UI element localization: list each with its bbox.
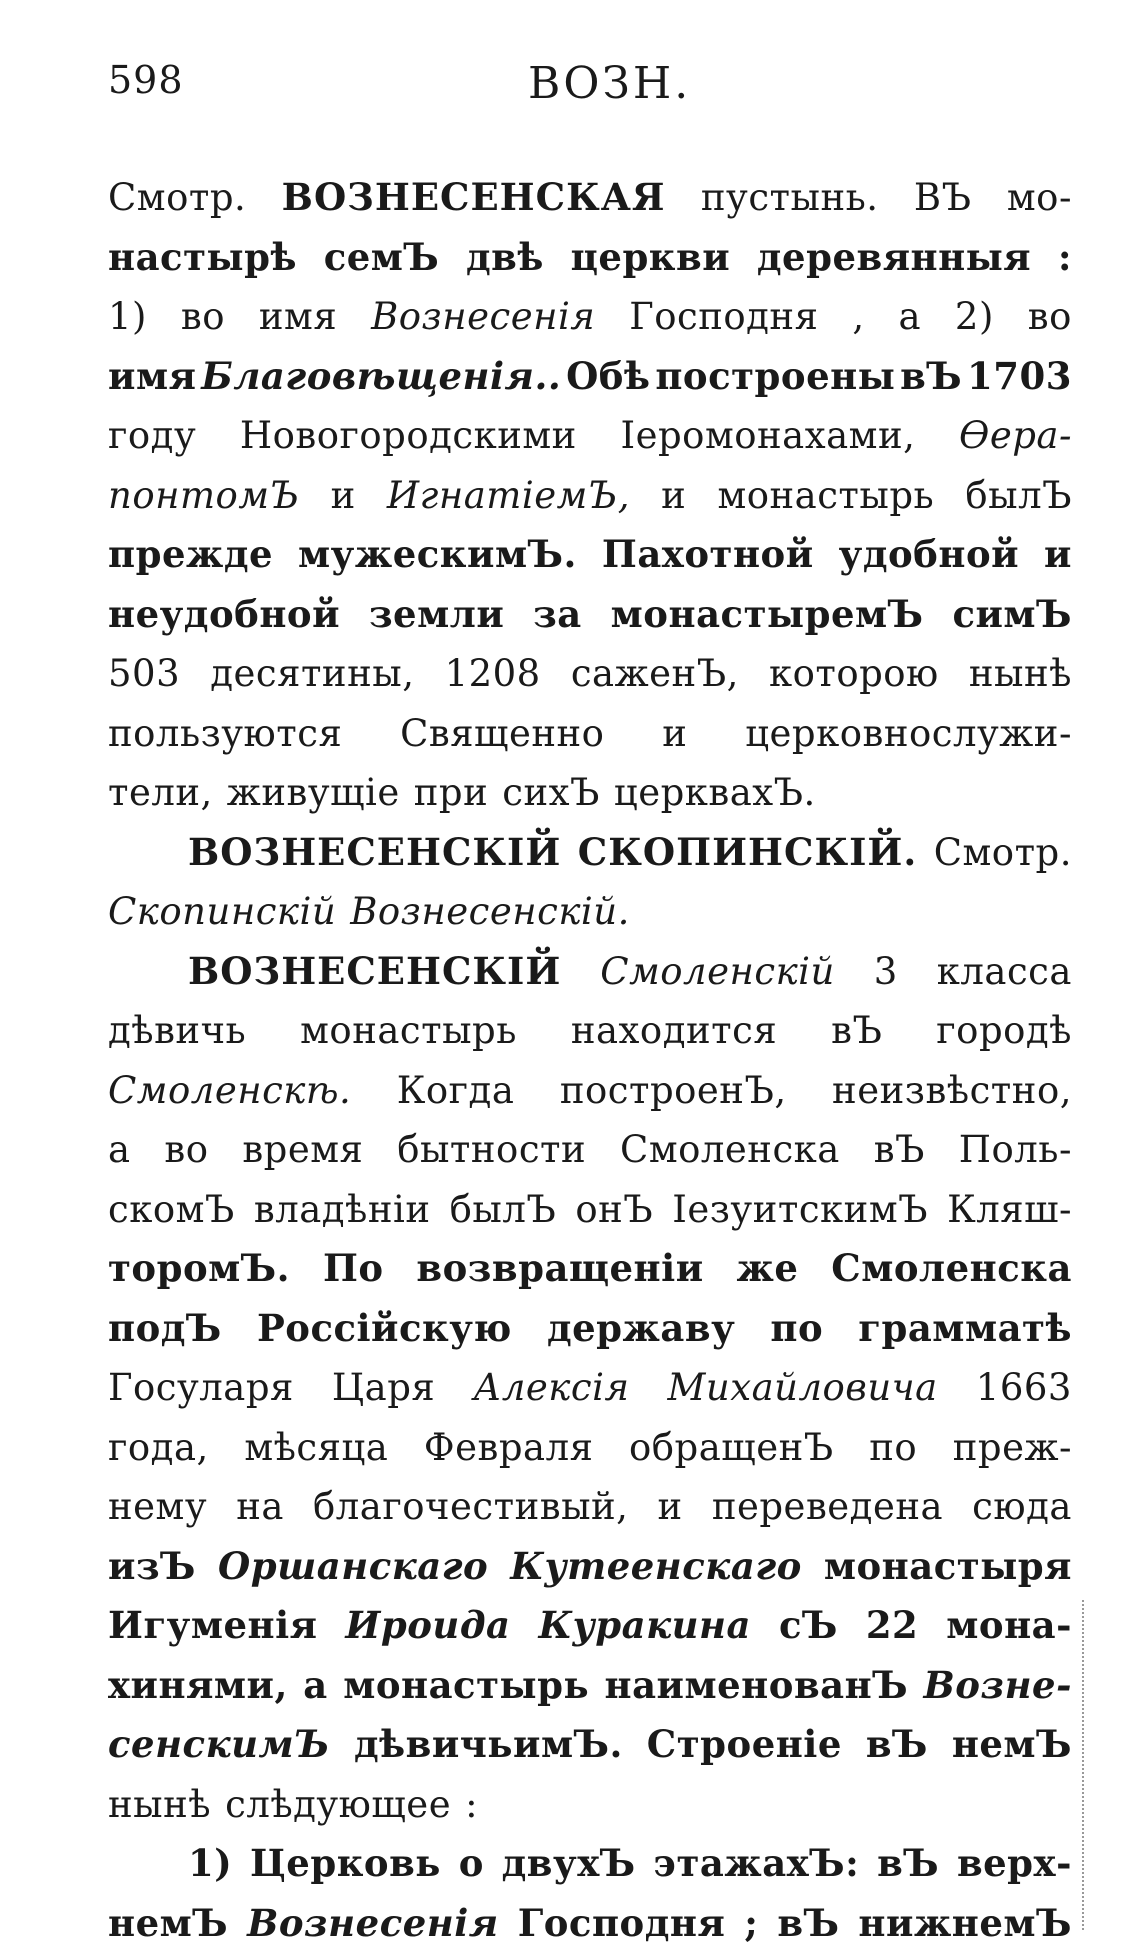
word: Россійскую bbox=[257, 1299, 512, 1359]
word: и bbox=[662, 704, 687, 764]
word: сихЪ bbox=[502, 763, 600, 823]
word: , bbox=[852, 287, 864, 347]
word: Вознесенія bbox=[247, 1894, 499, 1953]
text-line bbox=[108, 1894, 1072, 1953]
word: : bbox=[465, 1775, 478, 1835]
word: 3 bbox=[874, 942, 898, 1002]
word: мѣсяца bbox=[244, 1418, 388, 1478]
text-line bbox=[108, 1299, 1072, 1359]
word: вЪ bbox=[874, 1120, 925, 1180]
word: Кляш- bbox=[947, 1180, 1072, 1240]
word: Новогородскими bbox=[240, 406, 577, 466]
word: владѣніи bbox=[254, 1180, 431, 1240]
word: за bbox=[533, 585, 582, 645]
word: Возне- bbox=[924, 1656, 1072, 1716]
text-line bbox=[108, 1715, 1072, 1775]
word: прежде bbox=[108, 525, 273, 585]
text-line bbox=[108, 1001, 1072, 1061]
word: десятины, bbox=[210, 644, 414, 704]
text-line bbox=[108, 1596, 1072, 1656]
word: этажахЪ: bbox=[653, 1834, 859, 1894]
word: бытности bbox=[397, 1120, 586, 1180]
word: сенскимЪ bbox=[108, 1715, 330, 1775]
word: вЪ bbox=[777, 1894, 839, 1953]
text-line bbox=[108, 525, 1072, 585]
text-line bbox=[108, 228, 1072, 288]
word: Игуменія bbox=[108, 1596, 317, 1656]
word: живущіе bbox=[227, 763, 400, 823]
text-line bbox=[108, 1358, 1072, 1418]
word: при bbox=[414, 763, 489, 823]
word: Строеніе bbox=[647, 1715, 842, 1775]
word: подЪ bbox=[108, 1299, 222, 1359]
word: Церковь bbox=[250, 1834, 441, 1894]
text-line bbox=[108, 347, 1072, 407]
text-line bbox=[108, 287, 1072, 347]
running-head: ВОЗН. bbox=[528, 58, 691, 109]
word: монастыремЪ bbox=[611, 585, 924, 645]
word: же bbox=[737, 1239, 799, 1299]
text-line bbox=[108, 168, 1072, 228]
word: СКОПИНСКІЙ. bbox=[578, 823, 917, 883]
word: вЪ bbox=[831, 1001, 882, 1061]
page-fold-mark bbox=[1082, 1600, 1085, 1930]
word: настырѣ bbox=[108, 228, 297, 288]
word: Благовѣщенія.. bbox=[201, 347, 561, 407]
word: : bbox=[1058, 228, 1072, 288]
word: года, bbox=[108, 1418, 209, 1478]
word: Когда bbox=[397, 1061, 515, 1121]
word: 503 bbox=[108, 644, 180, 704]
word: грамматѣ bbox=[858, 1299, 1072, 1359]
word: тели, bbox=[108, 763, 213, 823]
word: и bbox=[658, 1477, 683, 1537]
text-line bbox=[108, 1120, 1072, 1180]
word: понтомЪ bbox=[108, 466, 299, 526]
word: ; bbox=[744, 1894, 758, 1953]
page-header bbox=[108, 58, 1058, 118]
word: построены bbox=[655, 347, 895, 407]
word: Смоленска bbox=[831, 1239, 1072, 1299]
word: обращенЪ bbox=[629, 1418, 834, 1478]
word: имя bbox=[259, 287, 337, 347]
text-line bbox=[108, 644, 1072, 704]
text-line bbox=[108, 704, 1072, 764]
word: нему bbox=[108, 1477, 207, 1537]
word: переведена bbox=[712, 1477, 943, 1537]
word: изЪ bbox=[108, 1537, 196, 1597]
word: скомЪ bbox=[108, 1180, 235, 1240]
word: монастыря bbox=[824, 1537, 1072, 1597]
word: пользуются bbox=[108, 704, 342, 764]
word: сюда bbox=[972, 1477, 1072, 1537]
word: былЪ bbox=[965, 466, 1072, 526]
word: нынѣ bbox=[969, 644, 1072, 704]
text-line bbox=[108, 1418, 1072, 1478]
word: ВЪ bbox=[914, 168, 972, 228]
word: Царя bbox=[332, 1358, 435, 1418]
word: которою bbox=[769, 644, 939, 704]
word: Скопинскій bbox=[108, 882, 336, 942]
word: а bbox=[108, 1120, 131, 1180]
word: Смоленска bbox=[620, 1120, 840, 1180]
word: а bbox=[898, 287, 921, 347]
word: семЪ bbox=[324, 228, 440, 288]
text-line bbox=[108, 1180, 1072, 1240]
word: Өера- bbox=[959, 406, 1072, 466]
word: возвращеніи bbox=[416, 1239, 703, 1299]
word: по bbox=[869, 1418, 917, 1478]
word: Смоленскій bbox=[600, 942, 835, 1002]
text-line bbox=[108, 1239, 1072, 1299]
word: ІезуитскимЪ bbox=[672, 1180, 928, 1240]
word: сЪ bbox=[779, 1596, 838, 1656]
word: имя bbox=[108, 347, 196, 407]
word: Михайловича bbox=[667, 1358, 937, 1418]
word: монастырь bbox=[717, 466, 934, 526]
word: неизвѣстно, bbox=[832, 1061, 1072, 1121]
word: церквахЪ. bbox=[614, 763, 816, 823]
word: году bbox=[108, 406, 196, 466]
word: вЪ bbox=[877, 1834, 939, 1894]
word: 2) bbox=[955, 287, 994, 347]
text-line bbox=[108, 585, 1072, 645]
word: класса bbox=[937, 942, 1072, 1002]
word: державу bbox=[547, 1299, 735, 1359]
word: ВОЗНЕСЕНСКАЯ bbox=[282, 168, 666, 228]
word: Госуларя bbox=[108, 1358, 294, 1418]
word: нынѣ bbox=[108, 1775, 211, 1835]
word: 1663 bbox=[976, 1358, 1072, 1418]
word: симЪ bbox=[952, 585, 1072, 645]
text-line bbox=[108, 1061, 1072, 1121]
word: Ироида bbox=[345, 1596, 510, 1656]
text-line bbox=[108, 1656, 1072, 1716]
word: Кутеенскаго bbox=[510, 1537, 802, 1597]
word: 1) bbox=[188, 1834, 232, 1894]
word: Алексія bbox=[473, 1358, 629, 1418]
word: неудобной bbox=[108, 585, 340, 645]
word: находится bbox=[571, 1001, 777, 1061]
word: Господня bbox=[629, 287, 818, 347]
text-line bbox=[108, 763, 1072, 823]
word: во bbox=[1028, 287, 1072, 347]
text-line bbox=[108, 1477, 1072, 1537]
word: 1208 bbox=[445, 644, 541, 704]
word: монастырь bbox=[300, 1001, 517, 1061]
word: верх- bbox=[957, 1834, 1072, 1894]
word: былЪ bbox=[450, 1180, 557, 1240]
word: ИгнатіемЪ, bbox=[387, 466, 630, 526]
text-line bbox=[108, 1834, 1072, 1894]
text-line bbox=[108, 1537, 1072, 1597]
word: саженЪ, bbox=[571, 644, 739, 704]
word: время bbox=[242, 1120, 363, 1180]
word: и bbox=[661, 466, 686, 526]
word: онЪ bbox=[575, 1180, 653, 1240]
word: ВОЗНЕСЕНСКІЙ bbox=[188, 942, 561, 1002]
word: построенЪ, bbox=[560, 1061, 787, 1121]
word: Пахотной bbox=[602, 525, 814, 585]
word: ВОЗНЕСЕНСКІЙ bbox=[188, 823, 561, 883]
text-line bbox=[108, 882, 1072, 942]
word: вЪ bbox=[866, 1715, 928, 1775]
text-line bbox=[108, 823, 1072, 883]
word: деревянныя bbox=[757, 228, 1031, 288]
word: во bbox=[164, 1120, 208, 1180]
word: Оршанскаго bbox=[218, 1537, 488, 1597]
body-text bbox=[108, 168, 1072, 1953]
word: двѣ bbox=[466, 228, 544, 288]
word: и bbox=[331, 466, 356, 526]
word: Февраля bbox=[424, 1418, 594, 1478]
word: церкви bbox=[571, 228, 731, 288]
word: слѣдующее bbox=[225, 1775, 451, 1835]
word: на bbox=[236, 1477, 284, 1537]
word: Вознесенія bbox=[371, 287, 595, 347]
word: преж- bbox=[953, 1418, 1072, 1478]
word: Господня bbox=[518, 1894, 726, 1953]
word: 1703 bbox=[967, 347, 1072, 407]
word: Смотр. bbox=[108, 168, 246, 228]
word: по bbox=[770, 1299, 823, 1359]
word: Куракина bbox=[538, 1596, 751, 1656]
word: мужескимЪ. bbox=[298, 525, 577, 585]
word: немЪ bbox=[108, 1894, 228, 1953]
word: Вознесенскій. bbox=[350, 882, 630, 942]
word: Поль- bbox=[959, 1120, 1072, 1180]
word: дѣвичьимЪ. bbox=[354, 1715, 623, 1775]
word: наименованЪ bbox=[605, 1656, 909, 1716]
word: 1) bbox=[108, 287, 147, 347]
word: пустынь. bbox=[701, 168, 879, 228]
word: а bbox=[303, 1656, 327, 1716]
text-line bbox=[108, 1775, 1072, 1835]
word: Іеромонахами, bbox=[620, 406, 915, 466]
word: Смотр. bbox=[934, 823, 1072, 883]
word: о bbox=[459, 1834, 484, 1894]
word: во bbox=[181, 287, 225, 347]
word: вЪ bbox=[900, 347, 962, 407]
word: и bbox=[1044, 525, 1072, 585]
word: благочестивый, bbox=[313, 1477, 628, 1537]
word: Обѣ bbox=[566, 347, 650, 407]
word: По bbox=[323, 1239, 384, 1299]
word: нижнемЪ bbox=[858, 1894, 1072, 1953]
word: 22 bbox=[866, 1596, 919, 1656]
word: торомЪ. bbox=[108, 1239, 290, 1299]
word: церковнослужи- bbox=[745, 704, 1072, 764]
word: немЪ bbox=[952, 1715, 1072, 1775]
word: земли bbox=[369, 585, 504, 645]
word: удобной bbox=[839, 525, 1019, 585]
word: мо- bbox=[1007, 168, 1072, 228]
word: двухЪ bbox=[502, 1834, 636, 1894]
text-line bbox=[108, 406, 1072, 466]
word: мона- bbox=[946, 1596, 1072, 1656]
word: хинями, bbox=[108, 1656, 288, 1716]
word: монастырь bbox=[343, 1656, 589, 1716]
text-line bbox=[108, 466, 1072, 526]
text-line bbox=[108, 942, 1072, 1002]
word: Смоленскѣ. bbox=[108, 1061, 351, 1121]
word: дѣвичь bbox=[108, 1001, 246, 1061]
word: Священно bbox=[400, 704, 604, 764]
word: городѣ bbox=[936, 1001, 1072, 1061]
page-number: 598 bbox=[108, 58, 184, 102]
